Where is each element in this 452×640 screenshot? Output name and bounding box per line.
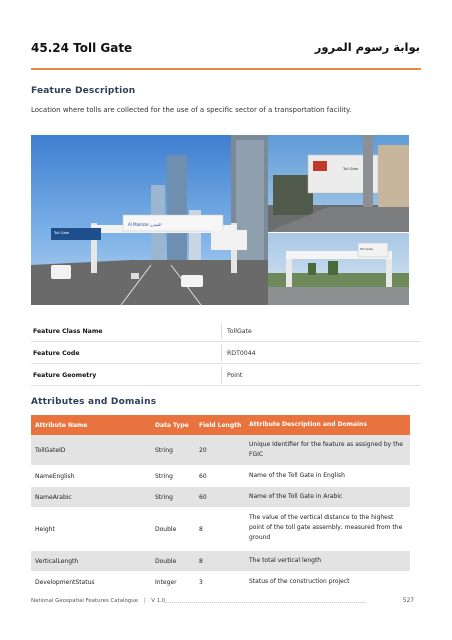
feature-description-text: Location where tolls are collected for the use of a specific sector of a transportation facility. xyxy=(31,106,352,114)
attr-length: 60 xyxy=(199,494,207,501)
attr-description: The value of the vertical distance to the highest point of the toll gate assembly, measured from the ground xyxy=(249,514,403,541)
toll-gate-photo-main xyxy=(31,135,268,305)
attr-length: 8 xyxy=(199,558,203,565)
top-right-photo-sign-text: Toll Gate xyxy=(343,167,359,171)
attr-name: NameEnglish xyxy=(35,473,75,480)
attr-name: Height xyxy=(35,526,55,533)
attr-description: Unique Identifier for the feature as assigned by the FGIC xyxy=(249,441,403,458)
attr-type: Double xyxy=(155,558,177,565)
attr-description: Status of the construction project xyxy=(249,578,350,585)
page-number: 527 xyxy=(402,598,414,604)
attr-name: TollGateID xyxy=(35,447,66,454)
feature-value: RDT0044 xyxy=(227,350,256,357)
table-row xyxy=(31,466,410,487)
attr-type: String xyxy=(155,473,173,480)
feature-description-heading: Feature Description xyxy=(31,86,136,96)
toll-gate-top-right-illustration xyxy=(268,135,409,232)
attr-length: 3 xyxy=(199,579,203,586)
feature-row xyxy=(31,320,421,342)
attr-type: Double xyxy=(155,526,177,533)
feature-cell-divider xyxy=(221,345,222,361)
attr-name: VerticalLength xyxy=(35,558,79,565)
attr-type: String xyxy=(155,447,173,454)
feature-value: TollGate xyxy=(227,328,252,335)
feature-cell-divider xyxy=(221,367,222,383)
attr-type: String xyxy=(155,494,173,501)
attr-type: Integer xyxy=(155,579,177,586)
page-title-arabic: بوابة رسوم المرور xyxy=(314,40,420,54)
attr-description: Name of the Toll Gate in English xyxy=(249,472,345,479)
footer-catalogue-name: National Geospatial Features Catalogue xyxy=(31,598,138,604)
attributes-heading: Attributes and Domains xyxy=(31,397,157,407)
feature-info-table xyxy=(31,320,421,386)
footer xyxy=(31,598,165,604)
feature-row xyxy=(31,364,421,386)
toll-gate-main-illustration xyxy=(31,135,268,305)
table-row xyxy=(31,508,410,551)
bottom-right-photo-sign-text: Toll Gate xyxy=(360,247,373,251)
footer-separator: | xyxy=(143,598,146,604)
feature-row xyxy=(31,342,421,364)
attr-name: NameArabic xyxy=(35,494,72,501)
footer-dotted-leader xyxy=(165,602,365,603)
column-header: Attribute Description and Domains xyxy=(249,421,367,428)
table-row xyxy=(31,487,410,508)
table-row xyxy=(31,435,410,466)
attributes-table-header xyxy=(31,415,410,435)
attr-length: 60 xyxy=(199,473,207,480)
feature-value: Point xyxy=(227,372,243,379)
feature-key: Feature Class Name xyxy=(33,328,103,335)
footer-version: V 1.0 xyxy=(151,598,166,604)
feature-key: Feature Geometry xyxy=(33,372,97,379)
main-photo-gate-text: Toll Gate xyxy=(54,231,70,235)
main-photo-sign-text: Al Mamzar ‎الممزر xyxy=(128,222,162,227)
column-header: Field Length xyxy=(199,422,242,429)
attr-length: 20 xyxy=(199,447,207,454)
title-divider xyxy=(31,68,421,70)
feature-key: Feature Code xyxy=(33,350,80,357)
attributes-table xyxy=(31,415,410,593)
toll-gate-photo-top-right xyxy=(268,135,409,232)
attr-length: 8 xyxy=(199,526,203,533)
toll-gate-bottom-right-illustration xyxy=(268,233,409,305)
table-row xyxy=(31,572,410,593)
table-row xyxy=(31,551,410,572)
column-header: Attribute Name xyxy=(35,422,88,429)
feature-cell-divider xyxy=(221,323,222,339)
attr-description: Name of the Toll Gate in Arabic xyxy=(249,493,343,500)
column-header: Data Type xyxy=(155,422,189,429)
attr-description: The total vertical length xyxy=(249,557,322,564)
toll-gate-photo-bottom-right xyxy=(268,233,409,305)
attr-name: DevelopmentStatus xyxy=(35,579,95,586)
page-title: 45.24 Toll Gate xyxy=(31,41,133,55)
